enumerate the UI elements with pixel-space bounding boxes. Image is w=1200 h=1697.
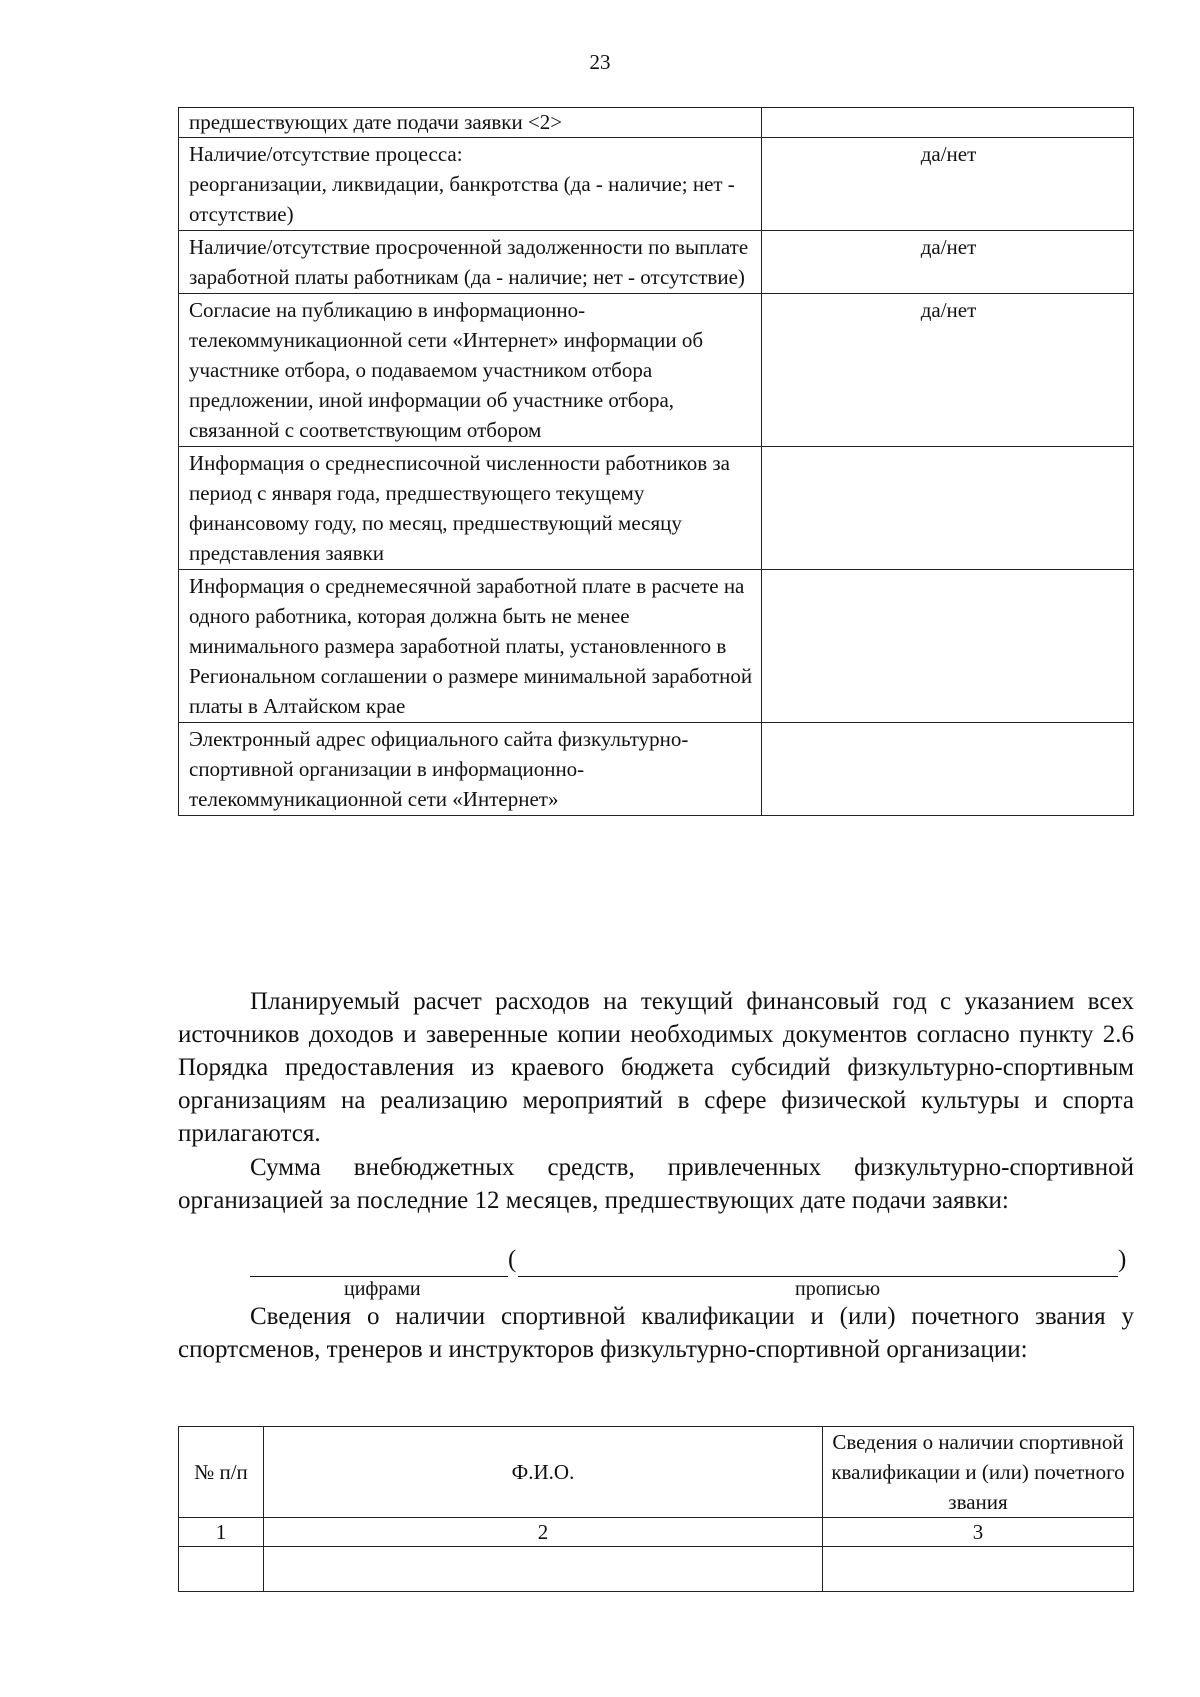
column-number-row: [179, 1518, 1134, 1547]
column-number: 2: [264, 1518, 823, 1547]
close-paren: ): [1118, 1246, 1127, 1273]
qualification-text: Сведения о наличии спортивной квалификации и (или) почетного звания у спортсменов, тренеров и инструкторов физкультурно-спортивной организации:: [178, 1303, 1134, 1363]
row-label: Наличие/отсутствие просроченной задолженности по выплате заработной платы работникам (да - наличие; нет - отсутствие): [179, 231, 762, 294]
column-number: 3: [823, 1518, 1134, 1547]
table-row: [179, 138, 1134, 231]
row-label: Информация о среднесписочной численности работников за период с января года, предшествующего текущему финансовому году, по месяц, предшествующий месяцу представления заявки: [179, 447, 762, 570]
open-paren: (: [508, 1246, 517, 1273]
table-cell: [179, 1547, 264, 1592]
page-number: 23: [589, 50, 611, 74]
row-value: [762, 570, 1134, 723]
extrabudget-text: Сумма внебюджетных средств, привлеченных физкультурно-спортивной организацией за последние 12 месяцев, предшествующих дате подачи заявки:: [178, 1154, 1134, 1214]
row-value: да/нет: [762, 231, 1134, 294]
row-value: да/нет: [762, 138, 1134, 231]
sum-digits-blank: [250, 1276, 508, 1277]
row-label: Информация о среднемесячной заработной плате в расчете на одного работника, которая должна быть не менее минимального размера заработной платы, установленного в Региональном соглашении о размере минимальной заработной платы в Алтайском крае: [179, 570, 762, 723]
table-row: [179, 294, 1134, 447]
applicant-info-table: [178, 107, 1134, 816]
row-label: предшествующих дате подачи заявки <2>: [179, 108, 762, 138]
row-value: [762, 723, 1134, 816]
expenses-text: Планируемый расчет расходов на текущий финансовый год с указанием всех источников доходов и заверенные копии необходимых документов согласно пункту 2.6 Порядка предоставления из краевого бюджета субсидий физкультурно-спортивным организациям на реализацию мероприятий в сфере физической культуры и спорта прилагаются.: [178, 988, 1134, 1147]
row-label: [179, 138, 762, 231]
row-label: Согласие на публикацию в информационно-телекоммуникационной сети «Интернет» информации об участнике отбора, о подаваемом участником отбора предложении, иной информации об участнике отбора, связанной с соответствующим отбором: [179, 294, 762, 447]
table-row: [179, 1547, 1134, 1592]
staff-qualification-table: [178, 1426, 1134, 1592]
table-cell: [823, 1547, 1134, 1592]
caption-words: прописью: [795, 1278, 881, 1300]
sum-words-blank: [518, 1276, 1118, 1277]
row-label: Электронный адрес официального сайта физкультурно-спортивной организации в информационно-телекоммуникационной сети «Интернет»: [179, 723, 762, 816]
caption-digits: цифрами: [344, 1278, 421, 1300]
extrabudget-paragraph: [178, 1151, 1134, 1217]
table-row: [179, 447, 1134, 570]
expenses-paragraph: [178, 985, 1134, 1150]
column-number: 1: [179, 1518, 264, 1547]
row-label-line: Наличие/отсутствие процесса: реорганизации, ликвидации, банкротства (да - наличие; нет - отсутствие): [189, 142, 735, 226]
table-row: [179, 231, 1134, 294]
row-value: [762, 447, 1134, 570]
table-row: [179, 108, 1134, 138]
header-number: № п/п: [179, 1427, 264, 1518]
header-qualification: Сведения о наличии спортивной квалификации и (или) почетного звания: [823, 1427, 1134, 1518]
sum-input-line: [250, 1246, 1140, 1280]
header-name: Ф.И.О.: [264, 1427, 823, 1518]
table-row: [179, 570, 1134, 723]
table-header-row: [179, 1427, 1134, 1518]
row-value: да/нет: [762, 294, 1134, 447]
table-cell: [264, 1547, 823, 1592]
table-row: [179, 723, 1134, 816]
qualification-paragraph: [178, 1300, 1134, 1366]
row-value: [762, 108, 1134, 138]
